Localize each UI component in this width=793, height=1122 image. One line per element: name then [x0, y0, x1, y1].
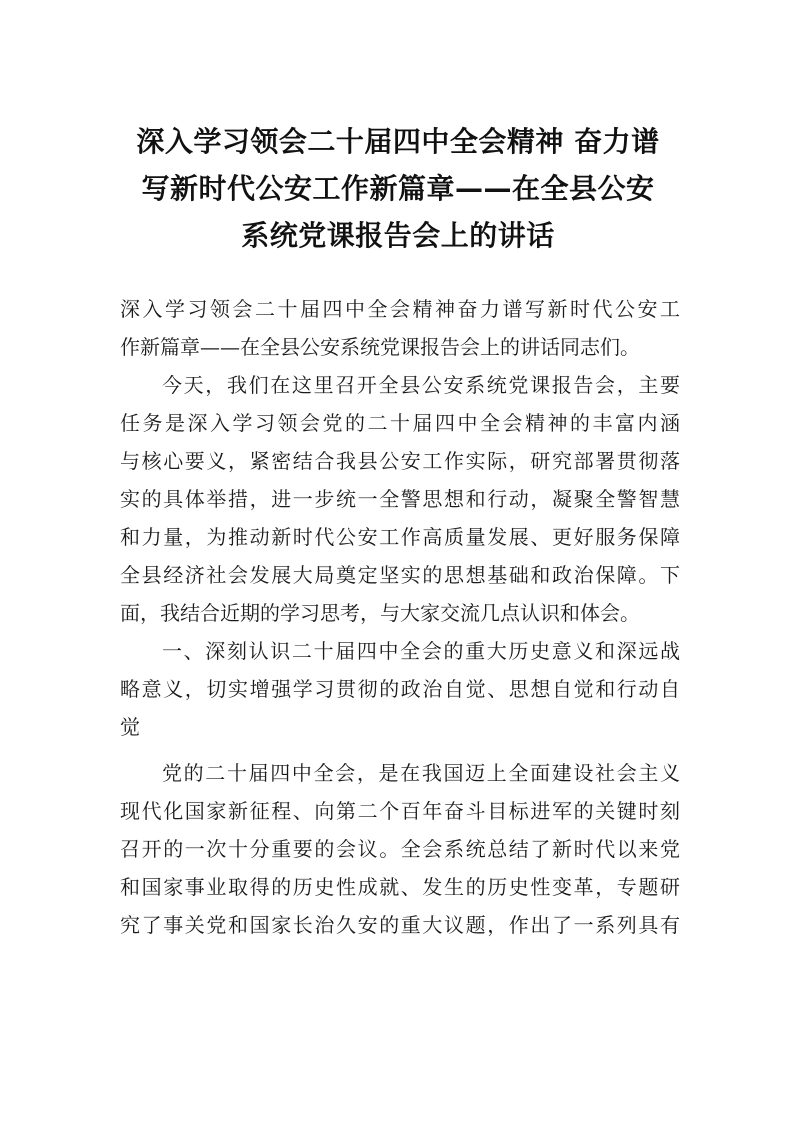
text-line: 现代化国家新征程、向第二个百年奋斗目标进军的关键时刻: [120, 799, 680, 823]
document-body: [120, 290, 680, 944]
paragraph: [120, 290, 680, 366]
paragraph: [120, 632, 680, 746]
title-line: 系统党课报告会上的讲话: [241, 219, 555, 252]
text-line: 面，我结合近期的学习思考，与大家交流几点认识和体会。: [120, 601, 640, 625]
paragraph-gap: [120, 746, 680, 754]
title-line: 深入学习领会二十届四中全会精神 奋力谱: [136, 125, 660, 158]
text-line: 任务是深入学习领会党的二十届四中全会精神的丰富内涵: [120, 411, 680, 435]
title-line: 写新时代公安工作新篇章——在全县公安: [141, 172, 655, 205]
text-line: 作新篇章——在全县公安系统党课报告会上的讲话同志们。: [120, 335, 640, 359]
text-line: 和国家事业取得的历史性成就、发生的历史性变革，专题研: [120, 875, 680, 899]
paragraph: [120, 754, 680, 944]
text-line: 今天，我们在这里召开全县公安系统党课报告会，主要: [162, 373, 680, 397]
text-line: 一、深刻认识二十届四中全会的重大历史意义和深远战: [162, 639, 680, 663]
text-line: 略意义，切实增强学习贯彻的政治自觉、思想自觉和行动自: [120, 677, 680, 701]
text-line: 深入学习领会二十届四中全会精神奋力谱写新时代公安工: [120, 297, 680, 321]
text-line: 与核心要义，紧密结合我县公安工作实际，研究部署贯彻落: [120, 449, 680, 473]
text-line: 实的具体举措，进一步统一全警思想和行动，凝聚全警智慧: [120, 487, 680, 511]
paragraph: [120, 366, 680, 632]
document-title: [118, 118, 678, 259]
text-line: 召开的一次十分重要的会议。全会系统总结了新时代以来党: [120, 837, 680, 861]
text-line: 和力量，为推动新时代公安工作高质量发展、更好服务保障: [120, 525, 680, 549]
text-line: 全县经济社会发展大局奠定坚实的思想基础和政治保障。下: [120, 563, 680, 587]
text-line: 觉: [120, 715, 140, 739]
text-line: 究了事关党和国家长治久安的重大议题，作出了一系列具有: [120, 913, 680, 937]
text-line: 党的二十届四中全会，是在我国迈上全面建设社会主义: [162, 761, 680, 785]
